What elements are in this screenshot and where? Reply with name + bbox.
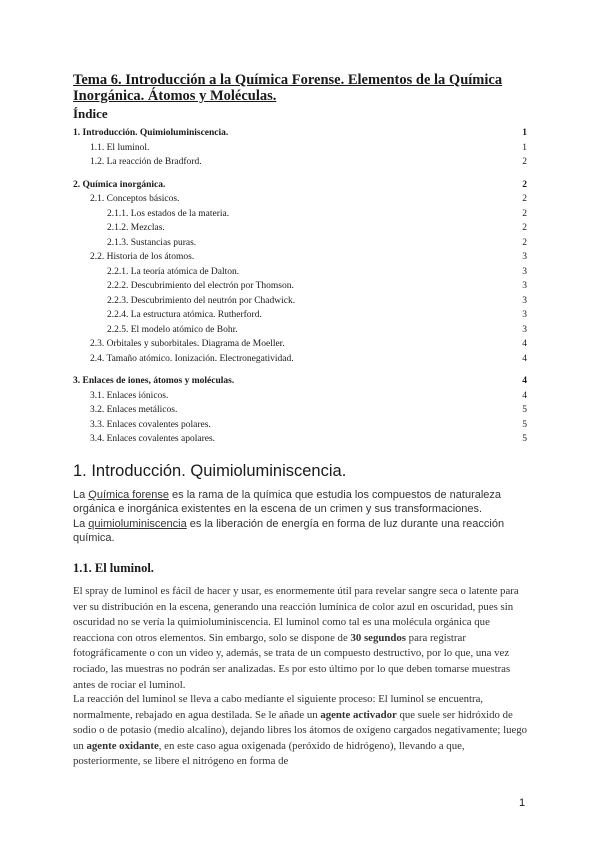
toc-entry-label: 2.2.2. Descubrimiento del electrón por Thomson. [107, 281, 294, 291]
toc-entry[interactable] [73, 141, 527, 156]
section-1-1-heading: 1.1. El luminol. [73, 561, 154, 575]
toc-entry-page: 2 [522, 208, 527, 219]
toc-entry-label: 3.1. Enlaces iónicos. [90, 390, 169, 401]
text-span: que suele ser hidróxido de sodio o de potasio (medio alcalino), dejando libres los átomos de oxígeno cargados negativamente; luego un [73, 708, 528, 752]
toc-entry-label: 2.2.5. El modelo atómico de Bohr. [107, 324, 238, 335]
bold-agente-oxidante: agente oxidante [86, 739, 159, 752]
toc-entry[interactable] [73, 155, 527, 170]
toc-entry-label: 2.1.2. Mezclas. [107, 223, 165, 233]
text-span: La [73, 489, 89, 501]
toc-entry[interactable] [73, 294, 527, 309]
index-heading: Índice [73, 106, 108, 121]
toc-entry-page: 3 [522, 324, 527, 335]
toc-entry-label: 3.4. Enlaces covalentes apolares. [90, 434, 216, 444]
toc-entry[interactable] [73, 250, 527, 265]
toc-entry-label: 1.2. La reacción de Bradford. [90, 157, 202, 167]
toc-entry-label: 2.3. Orbitales y suborbitales. Diagrama de Moeller. [90, 339, 285, 349]
section-1-1-paragraph-1 [73, 584, 531, 693]
toc-entry-page: 1 [522, 142, 527, 153]
toc-entry[interactable] [73, 374, 527, 389]
text-span: es la rama de la química que estudia los compuestos de naturaleza orgánica e inorgánica existentes en la escena de un crimen y sus transformaciones. [73, 489, 502, 516]
toc-entry[interactable] [73, 265, 527, 280]
toc-entry-label: 3. Enlaces de iones, átomos y moléculas. [73, 376, 235, 386]
toc-entry-label: 2.1.3. Sustancias puras. [107, 237, 197, 248]
text-span: es la liberación de energía en forma de luz durante una reacción química. [73, 518, 505, 545]
toc-entry-page: 4 [522, 390, 527, 401]
toc-entry-label: 1. Introducción. Quimioluminiscencia. [73, 128, 229, 138]
toc-entry-page: 4 [522, 376, 527, 386]
term-quimica-forense: Química forense [88, 489, 169, 501]
toc-entry-page: 2 [522, 157, 527, 167]
toc-entry[interactable] [73, 178, 527, 193]
toc-entry-page: 3 [522, 266, 527, 277]
toc-entry-page: 2 [522, 223, 527, 233]
text-span: La [73, 518, 89, 530]
toc-entry-label: 2.1. Conceptos básicos. [90, 194, 180, 204]
toc-entry-page: 4 [522, 353, 527, 364]
toc-entry-page: 3 [522, 281, 527, 291]
table-of-contents [73, 126, 527, 447]
text-span: La reacción del luminol se lleva a cabo mediante el siguiente proceso: El luminol se encuentra, normalmente, rebajado en agua destilada. Se le añade un [73, 693, 484, 721]
toc-entry-page: 5 [522, 419, 527, 430]
text-span: para registrar fotográficamente o con un video y, además, se trata de un compuesto destructivo, por lo que, una vez rociado, las muestras no podrán ser analizadas. Es por esto último por lo que deben tomarse muestras antes de rociar el luminol. [73, 631, 511, 691]
toc-entry-label: 1.1. El luminol. [90, 142, 150, 153]
toc-entry-page: 3 [522, 295, 527, 306]
toc-entry[interactable] [73, 389, 527, 404]
toc-entry-page: 4 [522, 339, 527, 349]
toc-entry-label: 2.2.3. Descubrimiento del neutrón por Chadwick. [107, 295, 296, 306]
bold-agente-activador: agente activador [320, 708, 397, 721]
toc-entry-page: 2 [522, 237, 527, 248]
toc-entry[interactable] [73, 337, 527, 352]
toc-entry-label: 2. Química inorgánica. [73, 179, 166, 190]
toc-entry[interactable] [73, 403, 527, 418]
page-number: 1 [519, 797, 526, 809]
toc-spacer [73, 170, 527, 178]
section-1-heading: 1. Introducción. Quimioluminiscencia. [73, 462, 347, 480]
toc-entry-label: 2.2. Historia de los átomos. [90, 252, 195, 262]
toc-entry[interactable] [73, 352, 527, 367]
document-title: Tema 6. Introducción a la Química Forense. Elementos de la Química Inorgánica. Átomos y Moléculas. [73, 72, 503, 104]
toc-entry[interactable] [73, 236, 527, 251]
section-1-paragraph-1 [73, 488, 529, 517]
toc-entry[interactable] [73, 279, 527, 294]
toc-entry[interactable] [73, 308, 527, 323]
bold-30-segundos: 30 segundos [350, 631, 406, 644]
toc-entry[interactable] [73, 192, 527, 207]
term-quimioluminiscencia: quimioluminiscencia [88, 518, 187, 530]
toc-entry-label: 2.2.4. La estructura atómica. Rutherford. [107, 310, 262, 320]
toc-entry-page: 2 [522, 194, 527, 204]
text-span: El spray de luminol es fácil de hacer y usar, es enormemente útil para revelar sangre seca o latente para ver su distribución en la escena, generando una reacción lumínica de color azul en oscuridad, pues sin oscuridad no se vería la quimioluminiscencia. El luminol como tal es una molécula orgánica que reacciona con otros elementos. Sin embargo, solo se dispone de [73, 585, 519, 644]
toc-entry-page: 2 [522, 179, 527, 190]
toc-entry-page: 1 [522, 128, 527, 138]
toc-entry-label: 3.2. Enlaces metálicos. [90, 405, 178, 415]
toc-entry-label: 2.2.1. La teoría atómica de Dalton. [107, 266, 240, 277]
toc-entry-page: 3 [522, 252, 527, 262]
toc-entry-label: 2.1.1. Los estados de la materia. [107, 208, 230, 219]
toc-entry-page: 3 [522, 310, 527, 320]
toc-entry[interactable] [73, 432, 527, 447]
toc-entry[interactable] [73, 207, 527, 222]
toc-entry-page: 5 [522, 405, 527, 415]
toc-entry[interactable] [73, 323, 527, 338]
toc-entry-label: 3.3. Enlaces covalentes polares. [90, 419, 211, 430]
section-1-paragraph-2 [73, 517, 529, 546]
text-span: , en este caso agua oxigenada (peróxido de hidrógeno), llevando a que, posteriormente, se libere el nitrógeno en forma de [73, 739, 465, 768]
section-1-1-paragraph-2 [73, 692, 531, 770]
toc-entry[interactable] [73, 126, 527, 141]
toc-entry-label: 2.4. Tamaño atómico. Ionización. Electronegatividad. [90, 353, 294, 364]
toc-entry-page: 5 [522, 434, 527, 444]
toc-spacer [73, 366, 527, 374]
toc-entry[interactable] [73, 221, 527, 236]
toc-entry[interactable] [73, 418, 527, 433]
